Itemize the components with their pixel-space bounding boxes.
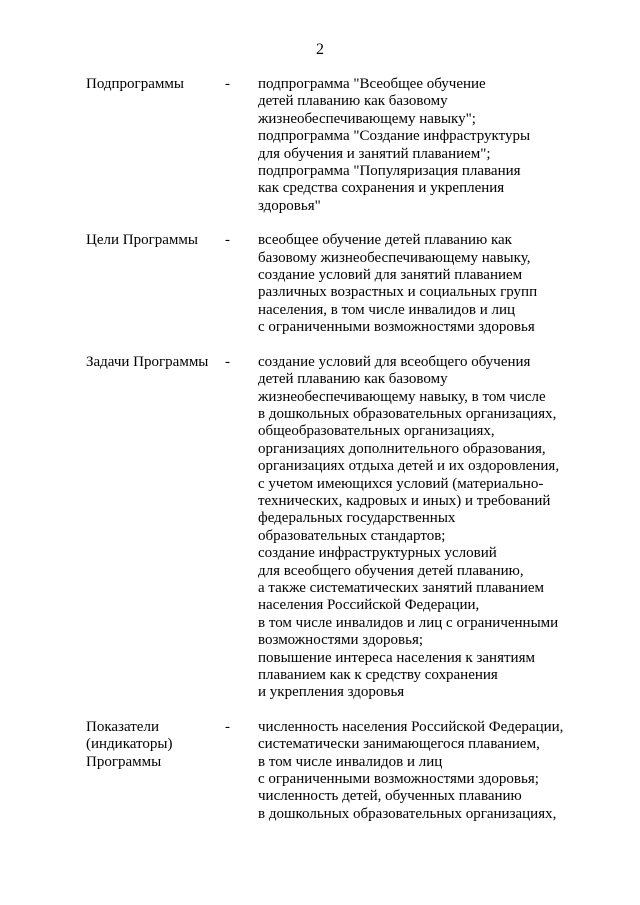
section-content: всеобщее обучение детей плаванию как базовому жизнеобеспечивающему навыку, создание условий для занятий плаванием различных возрастных и социальных групп населения, в том числе инвалидов и лиц с ограниченными возможностями здоровья: [258, 232, 538, 336]
section-subprograms: [0, 76, 640, 215]
section-label: Задачи Программы: [86, 353, 209, 370]
section-dash: -: [225, 718, 230, 735]
section-program-indicators: [0, 719, 640, 823]
section-program-tasks: [0, 354, 640, 702]
section-dash: -: [225, 353, 230, 370]
section-label: Цели Программы: [86, 232, 198, 249]
section-label: Показатели (индикаторы) Программы: [86, 718, 173, 770]
page-number: 2: [316, 41, 324, 58]
section-content: создание условий для всеобщего обучения детей плаванию как базовому жизнеобеспечивающему навыку, в том числе в дошкольных образовательных организациях, общеобразовательных организациях, организациях дополнительного образования, организациях отдыха детей и их оздоровления, с учетом имеющихся условий (материально- технических, кадровых и иных) и требований федеральных государственных образовательных стандартов; создание инфраструктурных условий для всеобщего обучения детей плаванию, а также систематических занятий плаванием населения Российской Федерации, в том числе инвалидов и лиц с ограниченными возможностями здоровья; повышение интереса населения к занятиям плаванием как к средству сохранения и укрепления здоровья: [258, 353, 560, 701]
section-content: численность населения Российской Федерации, систематически занимающегося плаванием, в том числе инвалидов и лиц с ограниченными возможностями здоровья; численность детей, обученных плаванию в дошкольных образовательных организациях,: [258, 718, 564, 822]
section-label: Подпрограммы: [86, 76, 184, 92]
section-dash: -: [225, 76, 230, 92]
section-dash: -: [225, 232, 230, 249]
section-content: подпрограмма "Всеобщее обучение детей плаванию как базовому жизнеобеспечивающему навыку"; подпрограмма "Создание инфраструктуры для обучения и занятий плаванием"; подпрограмма "Популяризация плавания как средства сохранения и укрепления здоровья": [258, 76, 531, 214]
section-program-goals: [0, 232, 640, 336]
program-passport: [0, 76, 640, 840]
